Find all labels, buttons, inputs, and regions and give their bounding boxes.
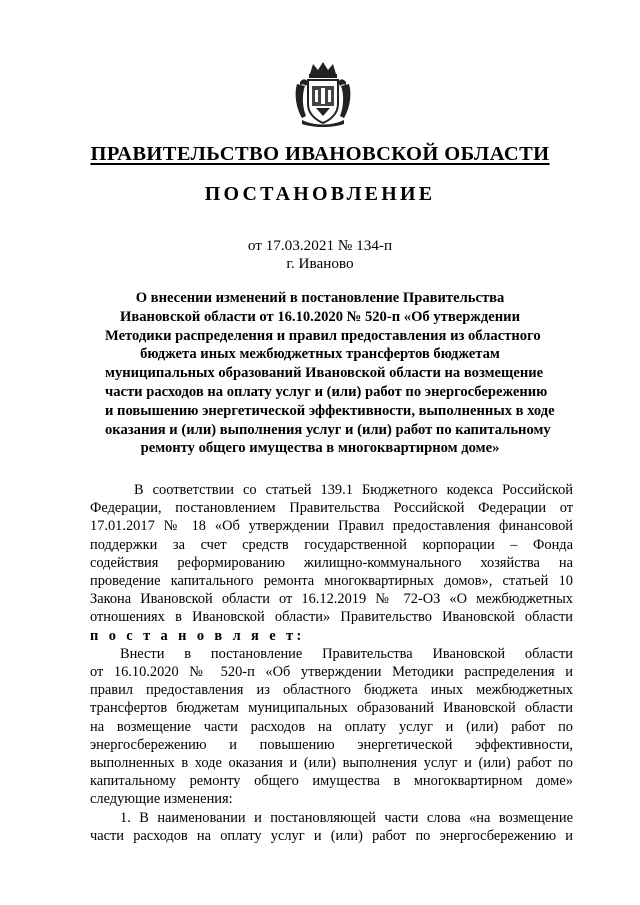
title-line: муниципальных образований Ивановской области на возмещение <box>105 365 544 382</box>
title-line: О внесении изменений в постановление Правительства <box>135 290 505 306</box>
title-line: части расходов на оплату услуг и (или) работ по энергосбережению <box>105 383 548 400</box>
body-line: Закона Ивановской области от 16.12.2019 № 72-ОЗ «О межбюджетных <box>90 591 573 608</box>
document-city: г. Иваново <box>286 255 354 272</box>
body-line: отношениях в Ивановской области» Правительство Ивановской области <box>90 609 573 626</box>
document-body <box>90 481 573 845</box>
title-line: бюджета иных межбюджетных трансфертов бюджетам <box>140 346 500 363</box>
government-name: ПРАВИТЕЛЬСТВО ИВАНОВСКОЙ ОБЛАСТИ <box>90 143 550 165</box>
body-line: капитальному ремонту общего имущества в многоквартирном доме» <box>90 773 573 790</box>
resolves-word: п о с т а н о в л я е т: <box>90 627 305 644</box>
title-line: Ивановской области от 16.10.2020 № 520-п «Об утверждении <box>120 308 520 325</box>
document-date-number: от 17.03.2021 № 134-п <box>247 237 393 254</box>
title-line: и повышению энергетической эффективности, выполненных в ходе <box>105 402 555 419</box>
body-line: выполненных в ходе оказания и (или) выполнения услуг и (или) работ по <box>90 755 573 772</box>
body-line: Федерации, постановлением Правительства Российской Федерации от <box>90 500 573 517</box>
body-line: проведение капитального ремонта многоквартирных домов», статьей 10 <box>90 573 573 590</box>
title-line: ремонту общего имущества в многоквартирном доме» <box>140 440 500 457</box>
body-line: В соответствии со статьей 139.1 Бюджетного кодекса Российской <box>134 482 573 498</box>
document-kind: ПОСТАНОВЛЕНИЕ <box>204 183 436 205</box>
document-title <box>105 289 555 458</box>
body-line: на возмещение части расходов на оплату услуг и (или) работ по <box>90 718 573 735</box>
body-line: следующие изменения: <box>90 791 233 808</box>
title-line: Методики распределения и правил предоставления из областного <box>105 327 541 344</box>
body-line: 17.01.2017 № 18 «Об утверждении Правил предоставления финансовой <box>90 518 573 535</box>
body-line: Внести в постановление Правительства Ивановской области <box>120 645 573 662</box>
title-line: оказания и (или) выполнения услуг и (или) работ по капитальному <box>105 421 551 438</box>
body-line: содействия реформированию жилищно-коммунального хозяйства на <box>90 554 573 571</box>
body-line: трансфертов бюджетам муниципальных образований Ивановской области <box>90 700 573 717</box>
body-line: правил предоставления из областного бюджета иных межбюджетных <box>90 682 573 699</box>
ivanovo-coat-of-arms-icon <box>294 60 352 128</box>
document-date-block <box>0 237 640 273</box>
body-line: энергосбережению и повышению энергетической эффективности, <box>90 736 573 753</box>
body-line: части расходов на оплату услуг и (или) работ по энергосбережению и <box>90 827 573 844</box>
body-line: 1. В наименовании и постановляющей части слова «на возмещение <box>120 809 573 826</box>
body-line: поддержки за счет средств государственной корпорации – Фонда <box>90 536 573 553</box>
body-line: от 16.10.2020 № 520-п «Об утверждении Методики распределения и <box>90 664 573 681</box>
